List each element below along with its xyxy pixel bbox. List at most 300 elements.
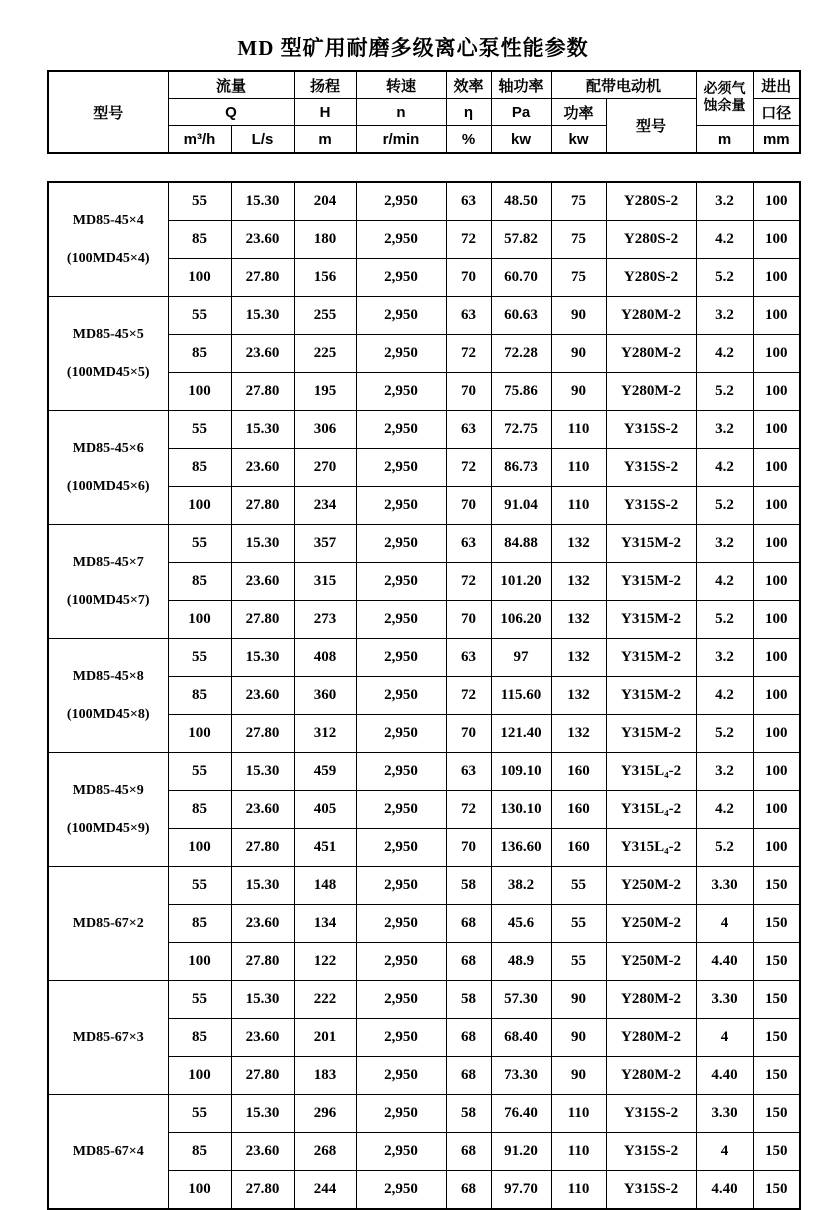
table-cell-flow-m3h: 55 bbox=[168, 411, 231, 449]
table-cell-flow-ls: 27.80 bbox=[231, 601, 294, 639]
table-cell-motor-model: Y315M-2 bbox=[606, 639, 696, 677]
table-cell-shaft-power-kw: 60.70 bbox=[491, 259, 551, 297]
header-efficiency-symbol: η bbox=[446, 99, 491, 126]
table-cell-npsh-m: 3.30 bbox=[696, 1095, 753, 1133]
table-cell-efficiency-pct: 72 bbox=[446, 335, 491, 373]
page-title: MD 型矿用耐磨多级离心泵性能参数 bbox=[237, 36, 589, 60]
table-cell-speed-rpm: 2,950 bbox=[356, 715, 446, 753]
pump-model: MD85-45×4 bbox=[72, 213, 144, 229]
table-cell-head-m: 234 bbox=[294, 487, 356, 525]
table-cell-head-m: 122 bbox=[294, 943, 356, 981]
table-cell-motor-power-kw: 132 bbox=[551, 525, 606, 563]
table-cell-speed-rpm: 2,950 bbox=[356, 411, 446, 449]
table-cell-flow-m3h: 85 bbox=[168, 563, 231, 601]
header-head-unit: m bbox=[294, 126, 356, 154]
table-cell-flow-ls: 23.60 bbox=[231, 905, 294, 943]
table-cell-motor-power-kw: 110 bbox=[551, 487, 606, 525]
table-cell-npsh-m: 3.30 bbox=[696, 867, 753, 905]
table-cell-shaft-power-kw: 136.60 bbox=[491, 829, 551, 867]
header-flow-symbol: Q bbox=[168, 99, 294, 126]
pump-model: MD85-45×8 bbox=[72, 669, 144, 685]
table-cell-head-m: 459 bbox=[294, 753, 356, 791]
table-cell-npsh-m: 3.2 bbox=[696, 753, 753, 791]
table-cell-npsh-m: 5.2 bbox=[696, 487, 753, 525]
table-cell-motor-power-kw: 132 bbox=[551, 639, 606, 677]
table-cell-port-mm: 150 bbox=[753, 867, 800, 905]
table-cell-efficiency-pct: 63 bbox=[446, 525, 491, 563]
table-cell-port-mm: 100 bbox=[753, 753, 800, 791]
table-cell-head-m: 244 bbox=[294, 1171, 356, 1210]
header-flow: 流量 bbox=[168, 71, 294, 99]
table-cell-npsh-m: 3.2 bbox=[696, 639, 753, 677]
spec-header-table bbox=[47, 70, 801, 154]
table-cell-flow-m3h: 100 bbox=[168, 943, 231, 981]
table-cell-efficiency-pct: 70 bbox=[446, 373, 491, 411]
table-cell-npsh-m: 4.40 bbox=[696, 1171, 753, 1210]
pump-model: MD85-45×6 bbox=[72, 441, 144, 457]
header-speed-unit: r/min bbox=[356, 126, 446, 154]
pump-alt-model: (100MD45×5) bbox=[66, 364, 150, 380]
table-cell-motor-model: Y280M-2 bbox=[606, 373, 696, 411]
header-npsh-line2: 蚀余量 bbox=[703, 98, 746, 114]
table-cell-speed-rpm: 2,950 bbox=[356, 981, 446, 1019]
table-cell-shaft-power-kw: 91.20 bbox=[491, 1133, 551, 1171]
table-cell-port-mm: 150 bbox=[753, 1019, 800, 1057]
header-npsh bbox=[696, 71, 753, 126]
header-motor-power: 功率 bbox=[551, 99, 606, 126]
table-cell-head-m: 225 bbox=[294, 335, 356, 373]
table-cell-efficiency-pct: 68 bbox=[446, 905, 491, 943]
table-cell-flow-ls: 27.80 bbox=[231, 487, 294, 525]
table-cell-flow-ls: 23.60 bbox=[231, 221, 294, 259]
header-port-line2: 口径 bbox=[753, 99, 800, 126]
table-cell-efficiency-pct: 63 bbox=[446, 297, 491, 335]
table-cell-npsh-m: 3.2 bbox=[696, 182, 753, 221]
header-speed-symbol: n bbox=[356, 99, 446, 126]
table-cell-shaft-power-kw: 72.28 bbox=[491, 335, 551, 373]
table-cell-motor-model: Y315M-2 bbox=[606, 601, 696, 639]
table-cell-npsh-m: 5.2 bbox=[696, 601, 753, 639]
table-cell-speed-rpm: 2,950 bbox=[356, 297, 446, 335]
table-cell-flow-m3h: 55 bbox=[168, 867, 231, 905]
table-cell-speed-rpm: 2,950 bbox=[356, 1171, 446, 1210]
table-cell-motor-power-kw: 160 bbox=[551, 791, 606, 829]
table-cell-motor-power-kw: 55 bbox=[551, 867, 606, 905]
table-cell-head-m: 360 bbox=[294, 677, 356, 715]
table-cell-speed-rpm: 2,950 bbox=[356, 601, 446, 639]
table-cell-shaft-power-kw: 101.20 bbox=[491, 563, 551, 601]
table-cell-port-mm: 100 bbox=[753, 373, 800, 411]
table-cell-flow-m3h: 55 bbox=[168, 1095, 231, 1133]
table-cell-npsh-m: 4 bbox=[696, 905, 753, 943]
table-cell-flow-ls: 27.80 bbox=[231, 1057, 294, 1095]
table-cell-flow-m3h: 55 bbox=[168, 297, 231, 335]
table-cell-port-mm: 100 bbox=[753, 525, 800, 563]
table-cell-npsh-m: 4.40 bbox=[696, 1057, 753, 1095]
table-cell-efficiency-pct: 68 bbox=[446, 1133, 491, 1171]
table-cell-motor-model: Y315L₄-2 bbox=[606, 753, 696, 791]
table-cell-efficiency-pct: 70 bbox=[446, 601, 491, 639]
table-cell-shaft-power-kw: 97.70 bbox=[491, 1171, 551, 1210]
pump-model: MD85-67×4 bbox=[72, 1143, 144, 1159]
table-cell-head-m: 255 bbox=[294, 297, 356, 335]
table-cell-npsh-m: 4 bbox=[696, 1019, 753, 1057]
table-cell-flow-m3h: 85 bbox=[168, 1133, 231, 1171]
table-cell-head-m: 315 bbox=[294, 563, 356, 601]
table-cell-speed-rpm: 2,950 bbox=[356, 373, 446, 411]
table-cell-flow-m3h: 85 bbox=[168, 791, 231, 829]
pump-alt-model: (100MD45×4) bbox=[66, 250, 150, 266]
table-cell-flow-ls: 23.60 bbox=[231, 449, 294, 487]
table-cell-head-m: 273 bbox=[294, 601, 356, 639]
table-cell-head-m: 270 bbox=[294, 449, 356, 487]
table-cell-shaft-power-kw: 130.10 bbox=[491, 791, 551, 829]
table-cell-port-mm: 100 bbox=[753, 677, 800, 715]
table-cell-shaft-power-kw: 91.04 bbox=[491, 487, 551, 525]
table-cell-flow-m3h: 55 bbox=[168, 525, 231, 563]
table-cell-speed-rpm: 2,950 bbox=[356, 563, 446, 601]
table-cell-speed-rpm: 2,950 bbox=[356, 753, 446, 791]
table-cell-flow-ls: 23.60 bbox=[231, 563, 294, 601]
table-cell-efficiency-pct: 68 bbox=[446, 1171, 491, 1210]
table-cell-efficiency-pct: 68 bbox=[446, 943, 491, 981]
table-cell-npsh-m: 4.40 bbox=[696, 943, 753, 981]
table-cell-head-m: 204 bbox=[294, 182, 356, 221]
table-cell-flow-m3h: 100 bbox=[168, 715, 231, 753]
table-cell-shaft-power-kw: 68.40 bbox=[491, 1019, 551, 1057]
table-cell-flow-ls: 15.30 bbox=[231, 525, 294, 563]
header-shaft-power-unit: kw bbox=[491, 126, 551, 154]
table-cell-npsh-m: 3.30 bbox=[696, 981, 753, 1019]
table-row bbox=[48, 753, 800, 791]
table-cell-flow-ls: 27.80 bbox=[231, 259, 294, 297]
header-model: 型号 bbox=[48, 71, 168, 153]
table-cell-motor-model: Y315M-2 bbox=[606, 677, 696, 715]
pump-alt-model: (100MD45×9) bbox=[66, 820, 150, 836]
table-cell-flow-m3h: 55 bbox=[168, 981, 231, 1019]
table-cell-speed-rpm: 2,950 bbox=[356, 487, 446, 525]
table-row bbox=[48, 297, 800, 335]
header-npsh-line1: 必须气 bbox=[703, 82, 746, 98]
table-cell-motor-model: Y315S-2 bbox=[606, 1133, 696, 1171]
table-cell-head-m: 357 bbox=[294, 525, 356, 563]
header-motor: 配带电动机 bbox=[551, 71, 696, 99]
table-cell-motor-model: Y280S-2 bbox=[606, 221, 696, 259]
pump-alt-model: (100MD45×6) bbox=[66, 478, 150, 494]
table-cell-flow-m3h: 85 bbox=[168, 221, 231, 259]
table-cell-shaft-power-kw: 45.6 bbox=[491, 905, 551, 943]
table-cell-npsh-m: 4.2 bbox=[696, 677, 753, 715]
table-cell-port-mm: 100 bbox=[753, 563, 800, 601]
table-cell-motor-model: Y315M-2 bbox=[606, 525, 696, 563]
table-cell-motor-model: Y280M-2 bbox=[606, 297, 696, 335]
table-cell-flow-m3h: 55 bbox=[168, 639, 231, 677]
pump-model-cell bbox=[48, 981, 168, 1095]
table-cell-motor-power-kw: 160 bbox=[551, 829, 606, 867]
table-cell-shaft-power-kw: 57.82 bbox=[491, 221, 551, 259]
table-cell-motor-model: Y315M-2 bbox=[606, 563, 696, 601]
table-cell-shaft-power-kw: 60.63 bbox=[491, 297, 551, 335]
table-cell-shaft-power-kw: 73.30 bbox=[491, 1057, 551, 1095]
header-speed: 转速 bbox=[356, 71, 446, 99]
table-cell-efficiency-pct: 68 bbox=[446, 1057, 491, 1095]
table-cell-motor-power-kw: 75 bbox=[551, 182, 606, 221]
table-cell-motor-model: Y280M-2 bbox=[606, 335, 696, 373]
table-cell-flow-m3h: 85 bbox=[168, 335, 231, 373]
table-cell-efficiency-pct: 63 bbox=[446, 182, 491, 221]
table-cell-head-m: 180 bbox=[294, 221, 356, 259]
header-efficiency-unit: % bbox=[446, 126, 491, 154]
table-cell-efficiency-pct: 58 bbox=[446, 1095, 491, 1133]
table-cell-flow-m3h: 85 bbox=[168, 449, 231, 487]
table-cell-efficiency-pct: 63 bbox=[446, 753, 491, 791]
table-cell-motor-power-kw: 132 bbox=[551, 601, 606, 639]
table-cell-efficiency-pct: 70 bbox=[446, 487, 491, 525]
table-cell-port-mm: 100 bbox=[753, 487, 800, 525]
table-cell-speed-rpm: 2,950 bbox=[356, 677, 446, 715]
table-cell-speed-rpm: 2,950 bbox=[356, 639, 446, 677]
table-row bbox=[48, 525, 800, 563]
table-cell-shaft-power-kw: 115.60 bbox=[491, 677, 551, 715]
table-cell-flow-ls: 23.60 bbox=[231, 1019, 294, 1057]
table-cell-port-mm: 100 bbox=[753, 221, 800, 259]
table-cell-motor-power-kw: 55 bbox=[551, 943, 606, 981]
table-cell-flow-m3h: 85 bbox=[168, 905, 231, 943]
table-cell-motor-model: Y280S-2 bbox=[606, 182, 696, 221]
pump-model-cell bbox=[48, 297, 168, 411]
table-cell-port-mm: 100 bbox=[753, 601, 800, 639]
table-cell-motor-power-kw: 132 bbox=[551, 715, 606, 753]
table-cell-npsh-m: 3.2 bbox=[696, 411, 753, 449]
table-cell-port-mm: 100 bbox=[753, 449, 800, 487]
pump-alt-model: (100MD45×7) bbox=[66, 592, 150, 608]
table-cell-flow-m3h: 55 bbox=[168, 753, 231, 791]
table-cell-head-m: 134 bbox=[294, 905, 356, 943]
table-cell-motor-power-kw: 90 bbox=[551, 1019, 606, 1057]
table-cell-shaft-power-kw: 72.75 bbox=[491, 411, 551, 449]
table-cell-motor-model: Y280M-2 bbox=[606, 981, 696, 1019]
table-cell-motor-power-kw: 132 bbox=[551, 677, 606, 715]
table-row bbox=[48, 639, 800, 677]
table-cell-npsh-m: 4.2 bbox=[696, 791, 753, 829]
table-cell-head-m: 268 bbox=[294, 1133, 356, 1171]
table-cell-motor-model: Y315L₄-2 bbox=[606, 791, 696, 829]
table-cell-motor-power-kw: 132 bbox=[551, 563, 606, 601]
table-cell-motor-model: Y250M-2 bbox=[606, 943, 696, 981]
table-cell-head-m: 156 bbox=[294, 259, 356, 297]
table-cell-flow-m3h: 55 bbox=[168, 182, 231, 221]
header-flow-unit-m3h: m³/h bbox=[168, 126, 231, 154]
table-cell-motor-power-kw: 55 bbox=[551, 905, 606, 943]
pump-table-body bbox=[48, 182, 800, 1209]
table-cell-flow-ls: 15.30 bbox=[231, 182, 294, 221]
table-cell-head-m: 296 bbox=[294, 1095, 356, 1133]
table-cell-port-mm: 150 bbox=[753, 943, 800, 981]
table-cell-flow-ls: 27.80 bbox=[231, 829, 294, 867]
table-cell-motor-model: Y315S-2 bbox=[606, 449, 696, 487]
table-cell-flow-m3h: 85 bbox=[168, 677, 231, 715]
table-cell-motor-power-kw: 110 bbox=[551, 449, 606, 487]
header-row-1 bbox=[48, 71, 800, 99]
table-cell-motor-power-kw: 110 bbox=[551, 411, 606, 449]
table-cell-motor-model: Y315M-2 bbox=[606, 715, 696, 753]
table-cell-speed-rpm: 2,950 bbox=[356, 221, 446, 259]
table-cell-efficiency-pct: 68 bbox=[446, 1019, 491, 1057]
table-cell-motor-power-kw: 90 bbox=[551, 297, 606, 335]
table-row bbox=[48, 182, 800, 221]
table-cell-efficiency-pct: 72 bbox=[446, 449, 491, 487]
table-cell-flow-m3h: 100 bbox=[168, 1171, 231, 1210]
table-cell-port-mm: 150 bbox=[753, 1133, 800, 1171]
table-cell-port-mm: 100 bbox=[753, 829, 800, 867]
table-cell-npsh-m: 3.2 bbox=[696, 297, 753, 335]
table-cell-speed-rpm: 2,950 bbox=[356, 1057, 446, 1095]
table-cell-motor-model: Y280M-2 bbox=[606, 1019, 696, 1057]
table-cell-motor-model: Y280S-2 bbox=[606, 259, 696, 297]
table-cell-port-mm: 150 bbox=[753, 905, 800, 943]
pump-model: MD85-45×7 bbox=[72, 555, 144, 571]
table-cell-flow-ls: 15.30 bbox=[231, 411, 294, 449]
table-cell-flow-ls: 23.60 bbox=[231, 677, 294, 715]
table-cell-efficiency-pct: 70 bbox=[446, 829, 491, 867]
table-row bbox=[48, 981, 800, 1019]
table-cell-motor-power-kw: 90 bbox=[551, 335, 606, 373]
table-cell-efficiency-pct: 63 bbox=[446, 639, 491, 677]
table-cell-flow-m3h: 100 bbox=[168, 829, 231, 867]
table-row bbox=[48, 411, 800, 449]
table-cell-npsh-m: 4.2 bbox=[696, 563, 753, 601]
table-cell-head-m: 201 bbox=[294, 1019, 356, 1057]
table-cell-speed-rpm: 2,950 bbox=[356, 943, 446, 981]
table-cell-speed-rpm: 2,950 bbox=[356, 259, 446, 297]
table-row bbox=[48, 1095, 800, 1133]
table-cell-npsh-m: 4.2 bbox=[696, 221, 753, 259]
table-cell-motor-model: Y315S-2 bbox=[606, 1095, 696, 1133]
table-cell-flow-ls: 23.60 bbox=[231, 335, 294, 373]
table-row bbox=[48, 867, 800, 905]
pump-model-cell bbox=[48, 1095, 168, 1210]
table-cell-speed-rpm: 2,950 bbox=[356, 182, 446, 221]
table-cell-motor-power-kw: 110 bbox=[551, 1095, 606, 1133]
table-cell-shaft-power-kw: 86.73 bbox=[491, 449, 551, 487]
table-cell-motor-model: Y315S-2 bbox=[606, 487, 696, 525]
table-cell-shaft-power-kw: 121.40 bbox=[491, 715, 551, 753]
table-cell-port-mm: 100 bbox=[753, 639, 800, 677]
pump-model: MD85-67×2 bbox=[72, 915, 144, 931]
table-cell-flow-ls: 15.30 bbox=[231, 1095, 294, 1133]
table-cell-motor-power-kw: 90 bbox=[551, 1057, 606, 1095]
table-cell-efficiency-pct: 72 bbox=[446, 563, 491, 601]
table-cell-motor-model: Y250M-2 bbox=[606, 905, 696, 943]
table-cell-speed-rpm: 2,950 bbox=[356, 1133, 446, 1171]
table-cell-npsh-m: 4.2 bbox=[696, 449, 753, 487]
table-cell-motor-model: Y315L₄-2 bbox=[606, 829, 696, 867]
table-cell-shaft-power-kw: 84.88 bbox=[491, 525, 551, 563]
table-cell-motor-model: Y315S-2 bbox=[606, 411, 696, 449]
table-cell-flow-ls: 27.80 bbox=[231, 943, 294, 981]
table-cell-head-m: 451 bbox=[294, 829, 356, 867]
pump-alt-model: (100MD45×8) bbox=[66, 706, 150, 722]
table-cell-motor-power-kw: 90 bbox=[551, 373, 606, 411]
table-cell-flow-m3h: 85 bbox=[168, 1019, 231, 1057]
table-cell-shaft-power-kw: 109.10 bbox=[491, 753, 551, 791]
pump-model-cell bbox=[48, 411, 168, 525]
table-cell-npsh-m: 5.2 bbox=[696, 829, 753, 867]
table-cell-motor-model: Y280M-2 bbox=[606, 1057, 696, 1095]
table-cell-speed-rpm: 2,950 bbox=[356, 829, 446, 867]
header-efficiency: 效率 bbox=[446, 71, 491, 99]
pump-model: MD85-45×5 bbox=[72, 327, 144, 343]
table-cell-flow-m3h: 100 bbox=[168, 373, 231, 411]
header-shaft-power-symbol: Pa bbox=[491, 99, 551, 126]
table-cell-efficiency-pct: 72 bbox=[446, 791, 491, 829]
table-cell-flow-ls: 23.60 bbox=[231, 1133, 294, 1171]
table-cell-port-mm: 150 bbox=[753, 1171, 800, 1210]
pump-model: MD85-67×3 bbox=[72, 1029, 144, 1045]
table-cell-flow-m3h: 100 bbox=[168, 259, 231, 297]
table-cell-flow-ls: 27.80 bbox=[231, 1171, 294, 1210]
table-cell-port-mm: 150 bbox=[753, 1095, 800, 1133]
table-cell-shaft-power-kw: 48.50 bbox=[491, 182, 551, 221]
header-head-symbol: H bbox=[294, 99, 356, 126]
table-cell-head-m: 306 bbox=[294, 411, 356, 449]
table-cell-head-m: 148 bbox=[294, 867, 356, 905]
table-cell-head-m: 183 bbox=[294, 1057, 356, 1095]
pump-model-cell bbox=[48, 867, 168, 981]
table-cell-flow-m3h: 100 bbox=[168, 487, 231, 525]
table-cell-npsh-m: 4 bbox=[696, 1133, 753, 1171]
table-cell-motor-power-kw: 110 bbox=[551, 1171, 606, 1210]
pump-model-cell bbox=[48, 639, 168, 753]
table-cell-efficiency-pct: 70 bbox=[446, 259, 491, 297]
table-cell-flow-ls: 27.80 bbox=[231, 715, 294, 753]
pump-model-cell bbox=[48, 753, 168, 867]
header-port-line1: 进出 bbox=[753, 71, 800, 99]
table-cell-efficiency-pct: 72 bbox=[446, 677, 491, 715]
table-cell-port-mm: 100 bbox=[753, 715, 800, 753]
header-head: 扬程 bbox=[294, 71, 356, 99]
header-flow-unit-ls: L/s bbox=[231, 126, 294, 154]
table-cell-shaft-power-kw: 57.30 bbox=[491, 981, 551, 1019]
header-motor-power-unit: kw bbox=[551, 126, 606, 154]
table-cell-npsh-m: 4.2 bbox=[696, 335, 753, 373]
table-cell-flow-m3h: 100 bbox=[168, 1057, 231, 1095]
table-cell-npsh-m: 5.2 bbox=[696, 715, 753, 753]
table-cell-shaft-power-kw: 97 bbox=[491, 639, 551, 677]
table-cell-flow-ls: 23.60 bbox=[231, 791, 294, 829]
table-cell-speed-rpm: 2,950 bbox=[356, 905, 446, 943]
table-cell-shaft-power-kw: 106.20 bbox=[491, 601, 551, 639]
table-cell-shaft-power-kw: 48.9 bbox=[491, 943, 551, 981]
table-cell-port-mm: 100 bbox=[753, 335, 800, 373]
table-cell-port-mm: 100 bbox=[753, 411, 800, 449]
table-cell-motor-model: Y315S-2 bbox=[606, 1171, 696, 1210]
table-cell-head-m: 405 bbox=[294, 791, 356, 829]
table-cell-flow-ls: 15.30 bbox=[231, 297, 294, 335]
pump-model: MD85-45×9 bbox=[72, 783, 144, 799]
table-cell-port-mm: 150 bbox=[753, 1057, 800, 1095]
table-cell-motor-power-kw: 75 bbox=[551, 221, 606, 259]
table-cell-efficiency-pct: 58 bbox=[446, 981, 491, 1019]
header-port-unit: mm bbox=[753, 126, 800, 154]
pump-model-cell bbox=[48, 182, 168, 297]
header-npsh-unit: m bbox=[696, 126, 753, 154]
table-cell-head-m: 312 bbox=[294, 715, 356, 753]
table-cell-shaft-power-kw: 76.40 bbox=[491, 1095, 551, 1133]
table-cell-port-mm: 100 bbox=[753, 297, 800, 335]
table-cell-flow-m3h: 100 bbox=[168, 601, 231, 639]
table-cell-speed-rpm: 2,950 bbox=[356, 791, 446, 829]
